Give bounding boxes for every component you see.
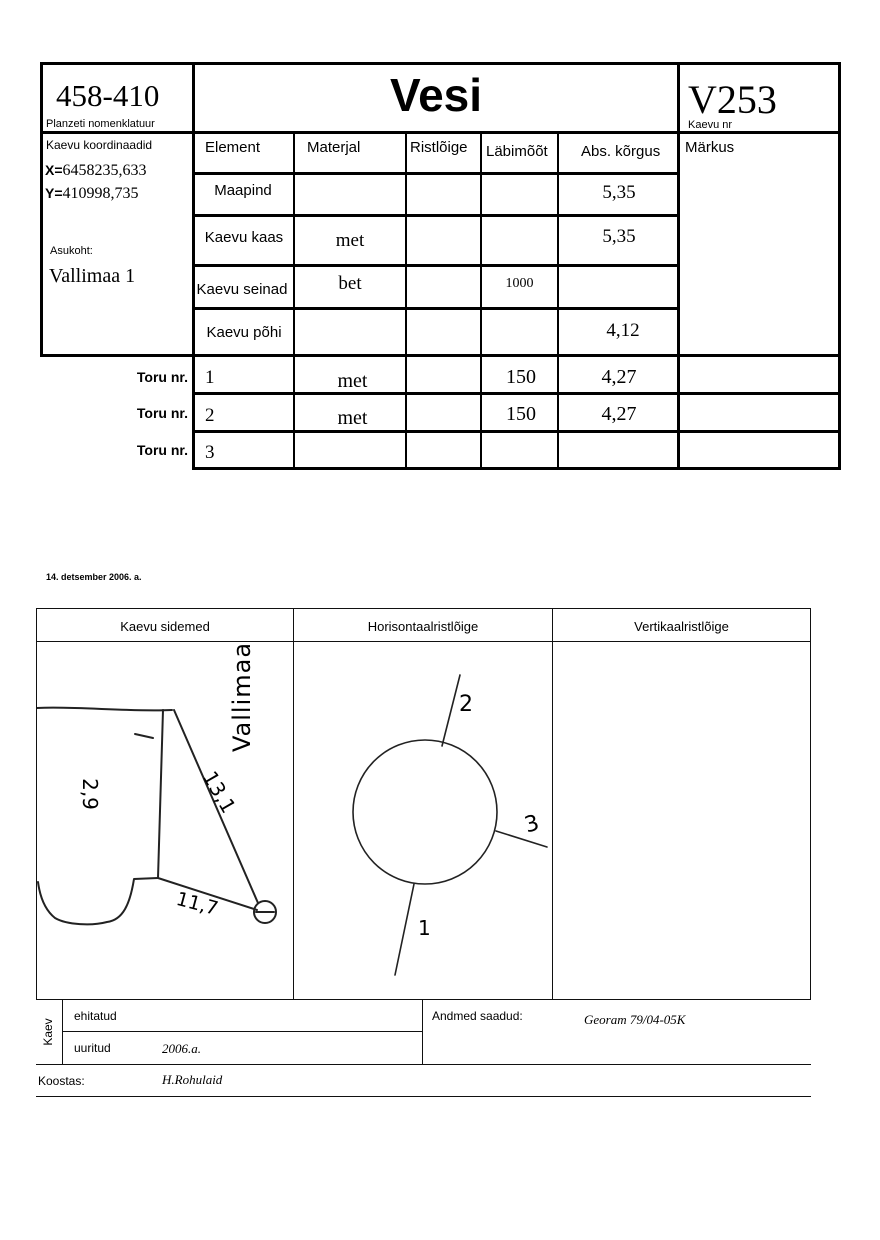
sketch-top-line	[36, 608, 811, 609]
row-material-lid: met	[335, 230, 365, 251]
row-material-walls: bet	[338, 273, 362, 294]
row-line-1	[193, 172, 679, 175]
pipe-1-line	[395, 884, 414, 975]
col-title-horizontal: Horisontaalristlõige	[367, 619, 479, 634]
sketch-bottom-line	[36, 999, 811, 1000]
pipe-2-marker: 2	[459, 692, 473, 717]
footer-bottom-line	[36, 1064, 811, 1065]
document-title: Vesi	[389, 69, 483, 121]
footer-kaev-divider	[62, 999, 63, 1065]
signature-line	[36, 1096, 811, 1097]
pipe-1-material: met	[337, 370, 368, 392]
row-height-lid: 5,35	[602, 226, 636, 247]
pipe-1-number: 1	[205, 367, 215, 388]
footer-row-divider	[62, 1031, 423, 1032]
row-height-ground: 5,35	[602, 182, 636, 203]
col-header-diameter: Läbimõõt	[486, 143, 548, 160]
pipe-2-height: 4,27	[601, 403, 637, 425]
location-value: Vallimaa 1	[49, 265, 136, 287]
sheet-label: Planzeti nomenklatuur	[46, 118, 155, 130]
row-line-2	[193, 214, 679, 217]
pipe-line-3	[193, 467, 841, 470]
well-section-bottom	[40, 354, 840, 357]
row-element-lid: Kaevu kaas	[204, 229, 284, 246]
building-right-edge	[158, 710, 163, 878]
frame-top	[40, 62, 840, 65]
y-label: Y=	[45, 185, 63, 201]
pipe-2-number: 2	[205, 405, 215, 426]
col-header-material: Materjal	[307, 139, 361, 156]
compiled-value: H.Rohulaid	[162, 1072, 223, 1087]
y-value: 410998,735	[62, 185, 139, 202]
frame-left	[40, 62, 43, 357]
col-header-element: Element	[205, 139, 261, 156]
frame-right	[838, 62, 841, 470]
pipe-3-label: Toru nr.	[136, 442, 188, 458]
pipe-line-1	[193, 392, 841, 395]
location-label: Asukoht:	[50, 245, 93, 257]
street-name-handwritten: Vallimaa	[228, 641, 256, 752]
well-circle	[353, 740, 497, 884]
pipe-line-2	[193, 430, 841, 433]
row-element-bottom: Kaevu põhi	[206, 324, 282, 341]
sketch-divider-2	[552, 608, 553, 1000]
coordinates-label: Kaevu koordinaadid	[46, 138, 153, 152]
pipe-2-material: met	[337, 407, 368, 429]
pipe-3-number: 3	[205, 442, 215, 463]
header-bottom-line	[40, 131, 840, 134]
built-label: ehitatud	[74, 1009, 117, 1023]
surveyed-label: uuritud	[74, 1041, 111, 1055]
pipe-1-height: 4,27	[601, 366, 637, 388]
building-bottom-outline	[38, 878, 158, 924]
col-title-vertical: Vertikaalristlõige	[634, 619, 729, 634]
surveyed-value: 2006.a.	[162, 1041, 201, 1056]
x-label: X=	[45, 162, 63, 178]
sketch-right-line	[810, 608, 811, 1000]
x-coordinate	[45, 162, 147, 180]
dimension-29: 2,9	[77, 778, 102, 810]
col-header-cross-section: Ristlõige	[410, 139, 468, 156]
building-tick	[135, 734, 153, 738]
dimension-117: 11,7	[173, 887, 221, 921]
well-number: V253	[688, 77, 777, 122]
row-element-walls: Kaevu seinad	[196, 281, 288, 298]
well-label: Kaevu nr	[688, 119, 733, 131]
row-height-bottom: 4,12	[606, 320, 640, 341]
compiled-label: Koostas:	[38, 1074, 85, 1088]
dimension-131: 13,1	[197, 766, 241, 818]
col-title-connections: Kaevu sidemed	[120, 619, 210, 634]
pipe-2-label: Toru nr.	[136, 405, 188, 421]
pipe-1-diameter: 150	[506, 366, 536, 388]
data-source-value: Georam 79/04-05K	[584, 1012, 686, 1027]
x-value: 6458235,633	[62, 162, 147, 179]
row-diameter-walls: 1000	[505, 276, 534, 291]
row-line-3	[193, 264, 679, 267]
pipe-1-marker: 1	[418, 916, 431, 940]
kaev-label: Kaev	[41, 1018, 55, 1046]
pipe-2-diameter: 150	[506, 403, 536, 425]
building-top-edge	[37, 708, 172, 711]
pipe-1-label: Toru nr.	[136, 369, 188, 385]
col-header-abs-height: Abs. kõrgus	[581, 143, 661, 160]
data-source-label: Andmed saadud:	[432, 1009, 523, 1023]
horizontal-section-sketch	[294, 642, 552, 999]
sheet-number: 458-410	[56, 78, 160, 113]
footer-mid-divider	[422, 999, 423, 1065]
document-date: 14. detsember 2006. a.	[46, 572, 142, 582]
col-header-remarks: Märkus	[685, 139, 735, 156]
y-coordinate	[45, 185, 139, 203]
row-element-ground: Maapind	[214, 182, 272, 199]
pipe-3-marker: 3	[522, 810, 542, 839]
row-line-4	[193, 307, 679, 310]
pipe-2-line	[442, 675, 460, 746]
